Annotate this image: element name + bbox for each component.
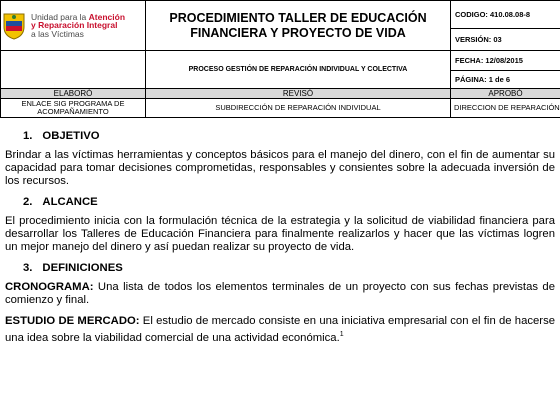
document-version: VERSIÓN: 03 bbox=[451, 29, 560, 51]
aprobo-header: APROBÓ bbox=[451, 89, 560, 99]
document-body bbox=[5, 130, 555, 353]
reviso-value: SUBDIRECCIÓN DE REPARACIÓN INDIVIDUAL bbox=[146, 99, 451, 118]
document-code: CODIGO: 410.08.08-8 bbox=[451, 1, 560, 29]
logo-text: Unidad para la Atención y Reparación Integral a las Víctimas bbox=[31, 11, 126, 39]
aprobo-value: DIRECCION DE REPARACIÓN bbox=[451, 99, 560, 118]
definition-cronograma: CRONOGRAMA: Una lista de todos los elementos terminales de un proyecto con sus fechas previstas de comienzo y final. bbox=[5, 281, 555, 306]
document-header bbox=[0, 0, 560, 118]
section-heading-alcance: 2. ALCANCE bbox=[23, 196, 98, 208]
section-heading-definiciones: 3. DEFINICIONES bbox=[23, 262, 123, 274]
logo-cell bbox=[1, 1, 146, 51]
document-title: PROCEDIMIENTO TALLER DE EDUCACIÓN FINANCIERA Y PROYECTO DE VIDA bbox=[146, 1, 451, 51]
footnote-marker: 1 bbox=[339, 331, 344, 338]
document-date: FECHA: 12/08/2015 bbox=[451, 51, 560, 71]
colombia-shield-icon bbox=[1, 11, 27, 41]
elaboro-value: ENLACE SIG PROGRAMA DE ACOMPAÑAMIENTO bbox=[1, 99, 146, 118]
section-text-objetivo: Brindar a las víctimas herramientas y conceptos básicos para el manejo del dinero, con el fin de aumentar su capacidad para tomar decisiones comprometidas, responsables y consientes sobre la adecuada inversión de los recursos. bbox=[5, 149, 555, 187]
section-text-alcance: El procedimiento inicia con la formulación técnica de la estrategia y la solicitud de viabilidad financiera para desarrollar los Talleres de Educación Financiera para finalmente realizarlos y hacer que las víctimas logren un mejor manejo del dinero y así puedan realizar su proyecto de vida. bbox=[5, 215, 555, 253]
process-name: PROCESO GESTIÓN DE REPARACIÓN INDIVIDUAL Y COLECTIVA bbox=[146, 51, 451, 89]
elaboro-header: ELABORÓ bbox=[1, 89, 146, 99]
section-heading-objetivo: 1. OBJETIVO bbox=[23, 130, 100, 142]
document-page: PÁGINA: 1 de 6 bbox=[451, 71, 560, 89]
definition-estudio-mercado: ESTUDIO DE MERCADO: El estudio de mercado consiste en una iniciativa empresarial con el fin de hacerse una idea sobre la viabilidad comercial de una actividad económica.$^1$ bbox=[5, 315, 555, 344]
reviso-header: REVISÓ bbox=[146, 89, 451, 99]
